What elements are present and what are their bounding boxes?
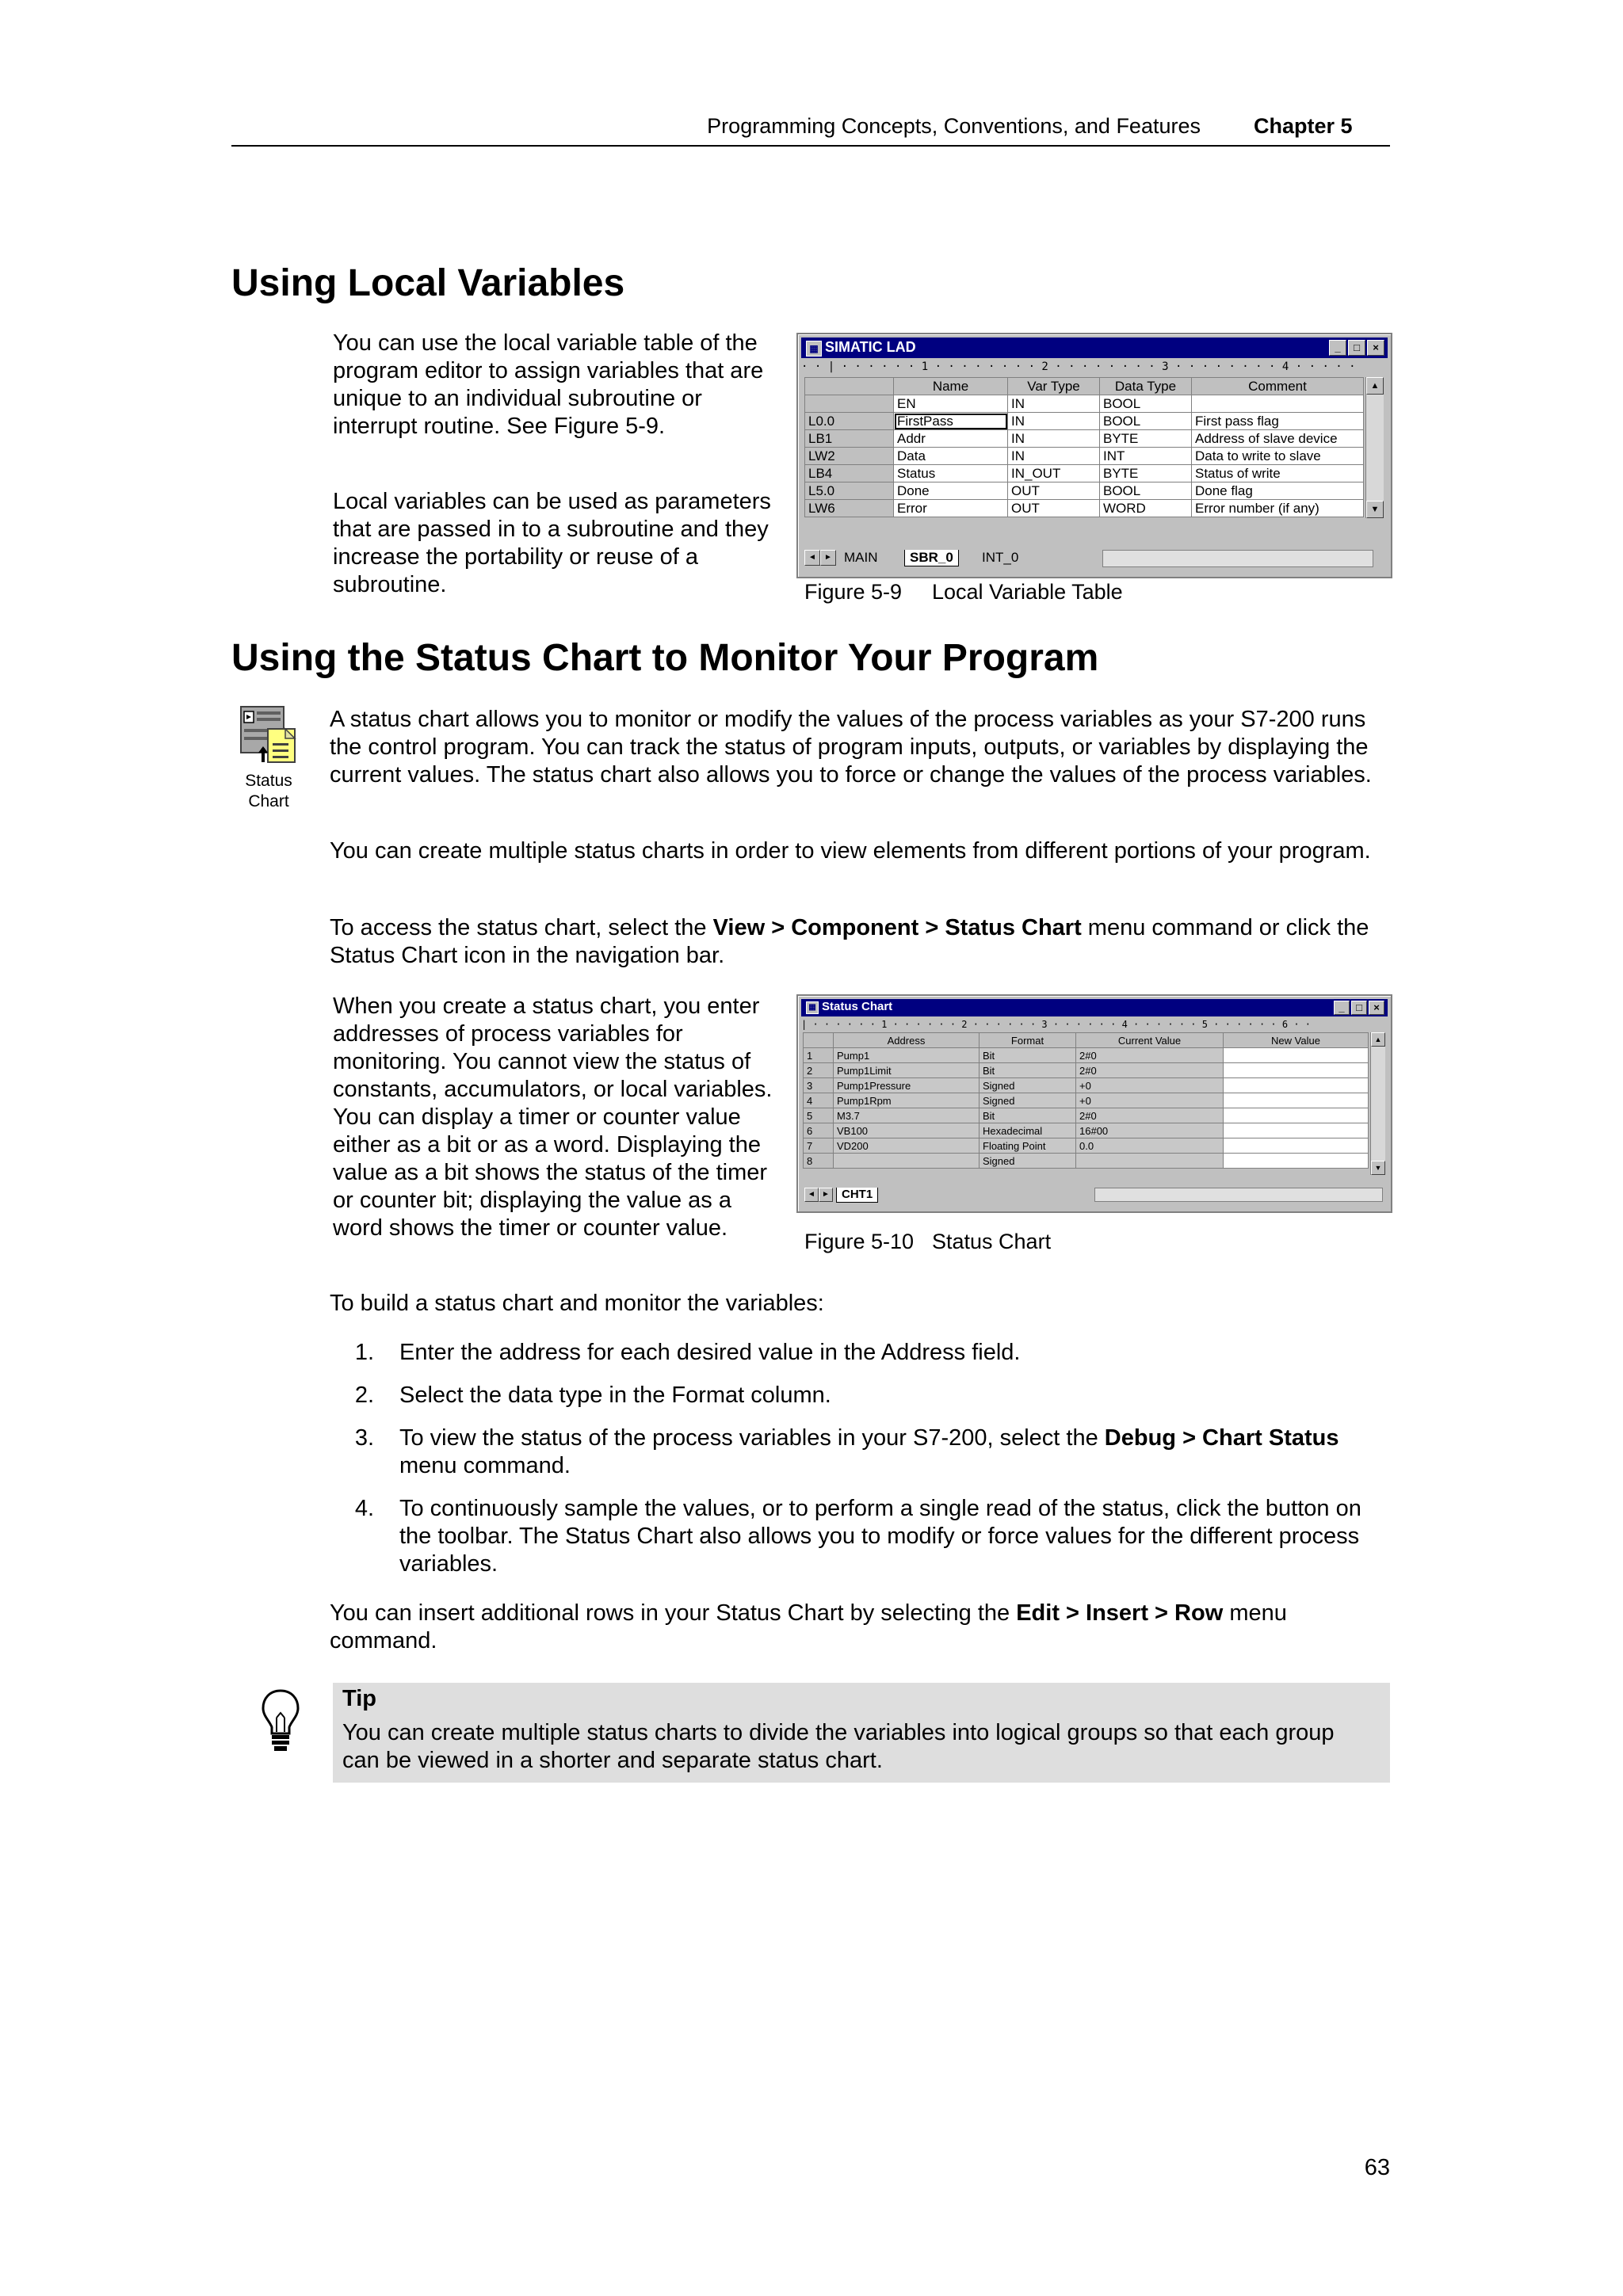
figure-5-9-title: Local Variable Table (932, 580, 1123, 604)
table-row: LB4 Status IN_OUT BYTE Status of write (805, 465, 1364, 482)
tab-next-icon[interactable]: ► (820, 550, 836, 566)
table-row: 2 Pump1Limit Bit 2#0 (804, 1063, 1369, 1078)
table-row: 5 M3.7 Bit 2#0 (804, 1108, 1369, 1123)
local-vars-para-1: You can use the local variable table of the program editor to assign variables that are unique to an individual subroutine or interrupt routine. See Figure 5-9. (333, 330, 764, 439)
list-item: 2. Select the data type in the Format column. (354, 1383, 831, 1408)
status-chart-titlebar (801, 999, 1388, 1016)
table-row: LW6 Error OUT WORD Error number (if any) (805, 500, 1364, 517)
column-header: Format (980, 1033, 1076, 1048)
status-chart-window-title: Status Chart (822, 1000, 893, 1013)
scroll-down-icon[interactable]: ▼ (1371, 1161, 1385, 1175)
local-vars-para-2: Local variables can be used as parameters that are passed in to a subroutine and they increase the portability or reuse of a subroutine. (333, 489, 771, 597)
app-icon: ▦ (806, 341, 822, 357)
tip-body: You can create multiple status charts to divide the variables into logical groups so that each group can be viewed in a shorter and separate status chart. (342, 1720, 1335, 1773)
status-chart-tab-bar (801, 1186, 1388, 1203)
list-item: 1. Enter the address for each desired value in the Address field. (354, 1340, 1021, 1365)
status-chart-ruler: | · · · · · · 1 · · · · · · 2 · · · · · · 3 · · · · · · 4 · · · · · · 5 · · · · · · 6 · · (801, 1018, 1388, 1031)
lad-ruler: · · | · · · · · · 1 · · · · · · · · 2 · · · · · · · · 3 · · · · · · · · 4 · · · · · (801, 360, 1388, 374)
status-para-1: A status chart allows you to monitor or modify the values of the process variables as your S7-200 runs the control program. You can track the status of program inputs, outputs, or variables by displaying the current values. The status chart also allows you to force or change the values of the process variables. (330, 707, 1372, 788)
tab-cht1[interactable]: CHT1 (836, 1188, 878, 1203)
tip-box (333, 1683, 1390, 1783)
column-header (804, 1033, 834, 1048)
insert-row-para: You can insert additional rows in your Status Chart by selecting the Edit > Insert > Row menu command. (330, 1600, 1287, 1653)
list-item: 3. To view the status of the process variables in your S7-200, select the Debug > Chart Status menu command. (354, 1425, 1339, 1478)
table-row: 4 Pump1Rpm Signed +0 (804, 1093, 1369, 1108)
steps-list (331, 1339, 1393, 1578)
table-row: 1 Pump1 Bit 2#0 (804, 1048, 1369, 1063)
heading-status-chart: Using the Status Chart to Monitor Your Program (231, 637, 1099, 679)
tab-int-0[interactable]: INT_0 (982, 550, 1019, 565)
maximize-icon[interactable]: □ (1351, 1001, 1367, 1015)
minimize-icon[interactable]: _ (1334, 1001, 1350, 1015)
build-intro: To build a status chart and monitor the variables: (330, 1291, 824, 1316)
tab-prev-icon[interactable]: ◄ (804, 550, 820, 566)
status-chart-icon (239, 705, 303, 769)
column-header: Name (894, 378, 1008, 395)
header-rule (231, 145, 1390, 147)
table-row: L5.0 Done OUT BOOL Done flag (805, 482, 1364, 500)
table-row: 8 Signed (804, 1154, 1369, 1169)
list-item: 4. To continuously sample the values, or to perform a single read of the status, click the button on the toolbar. The Status Chart also allows you to modify or force values for the different process variables. (354, 1496, 1361, 1577)
status-chart-window (796, 994, 1392, 1213)
tip-title: Tip (342, 1686, 376, 1711)
column-header (805, 378, 894, 395)
lad-window-title: SIMATIC LAD (825, 339, 916, 355)
lightbulb-icon (260, 1688, 301, 1754)
scroll-down-icon[interactable]: ▼ (1366, 501, 1384, 518)
lad-tab-bar (801, 548, 1388, 567)
tab-next-icon[interactable]: ► (819, 1188, 833, 1202)
column-header: Address (834, 1033, 980, 1048)
column-header: Comment (1192, 378, 1364, 395)
lad-vertical-scrollbar[interactable] (1365, 377, 1384, 518)
figure-5-10-number: Figure 5-10 (804, 1230, 915, 1253)
column-header: Var Type (1008, 378, 1100, 395)
running-header-title: Programming Concepts, Conventions, and Features (707, 114, 1201, 138)
table-row: EN IN BOOL (805, 395, 1364, 413)
tab-sbr-0[interactable]: SBR_0 (904, 550, 959, 566)
scroll-up-icon[interactable]: ▲ (1366, 377, 1384, 395)
figure-5-9-number: Figure 5-9 (804, 580, 903, 604)
scroll-up-icon[interactable]: ▲ (1371, 1032, 1385, 1047)
table-row: 3 Pump1Pressure Signed +0 (804, 1078, 1369, 1093)
chart-app-icon: ▦ (806, 1001, 819, 1014)
lad-horizontal-scrollbar[interactable] (1102, 550, 1373, 567)
heading-local-variables: Using Local Variables (231, 262, 625, 304)
column-header: New Value (1224, 1033, 1369, 1048)
table-row: L0.0 FirstPass IN BOOL First pass flag (805, 413, 1364, 430)
close-icon[interactable]: × (1369, 1001, 1384, 1015)
status-chart-vertical-scrollbar[interactable] (1370, 1032, 1385, 1175)
minimize-icon[interactable]: _ (1329, 340, 1346, 356)
page-number: 63 (1364, 2155, 1390, 2180)
table-row: 7 VD200 Floating Point 0.0 (804, 1138, 1369, 1154)
column-header: Data Type (1100, 378, 1192, 395)
status-para-4: When you create a status chart, you enter addresses of process variables for monitoring. You cannot view the status of constants, accumulators, or local variables. You can display a timer or counter value either as a bit or as a word. Displaying the value as a bit shows the status of the timer or counter bit; displaying the value as a word shows the timer or counter value. (333, 994, 773, 1241)
status-para-2: You can create multiple status charts in order to view elements from different portions of your program. (330, 838, 1371, 864)
maximize-icon[interactable]: □ (1348, 340, 1365, 356)
local-variable-table (804, 377, 1364, 517)
table-row: LW2 Data IN INT Data to write to slave (805, 448, 1364, 465)
status-chart-horizontal-scrollbar[interactable] (1094, 1188, 1383, 1202)
table-row: LB1 Addr IN BYTE Address of slave device (805, 430, 1364, 448)
table-row: 6 VB100 Hexadecimal 16#00 (804, 1123, 1369, 1138)
tab-main[interactable]: MAIN (844, 550, 878, 565)
status-chart-icon-label: Status Chart (245, 772, 292, 810)
simatic-lad-window (796, 333, 1392, 578)
tab-prev-icon[interactable]: ◄ (804, 1188, 819, 1202)
close-icon[interactable]: × (1367, 340, 1384, 356)
figure-5-10-title: Status Chart (932, 1230, 1052, 1253)
running-header-chapter: Chapter 5 (1254, 114, 1353, 138)
status-para-3: To access the status chart, select the View > Component > Status Chart menu command or click the Status Chart icon in the navigation bar. (330, 915, 1369, 968)
status-chart-table (803, 1032, 1369, 1169)
column-header: Current Value (1076, 1033, 1224, 1048)
lad-titlebar (801, 338, 1388, 358)
